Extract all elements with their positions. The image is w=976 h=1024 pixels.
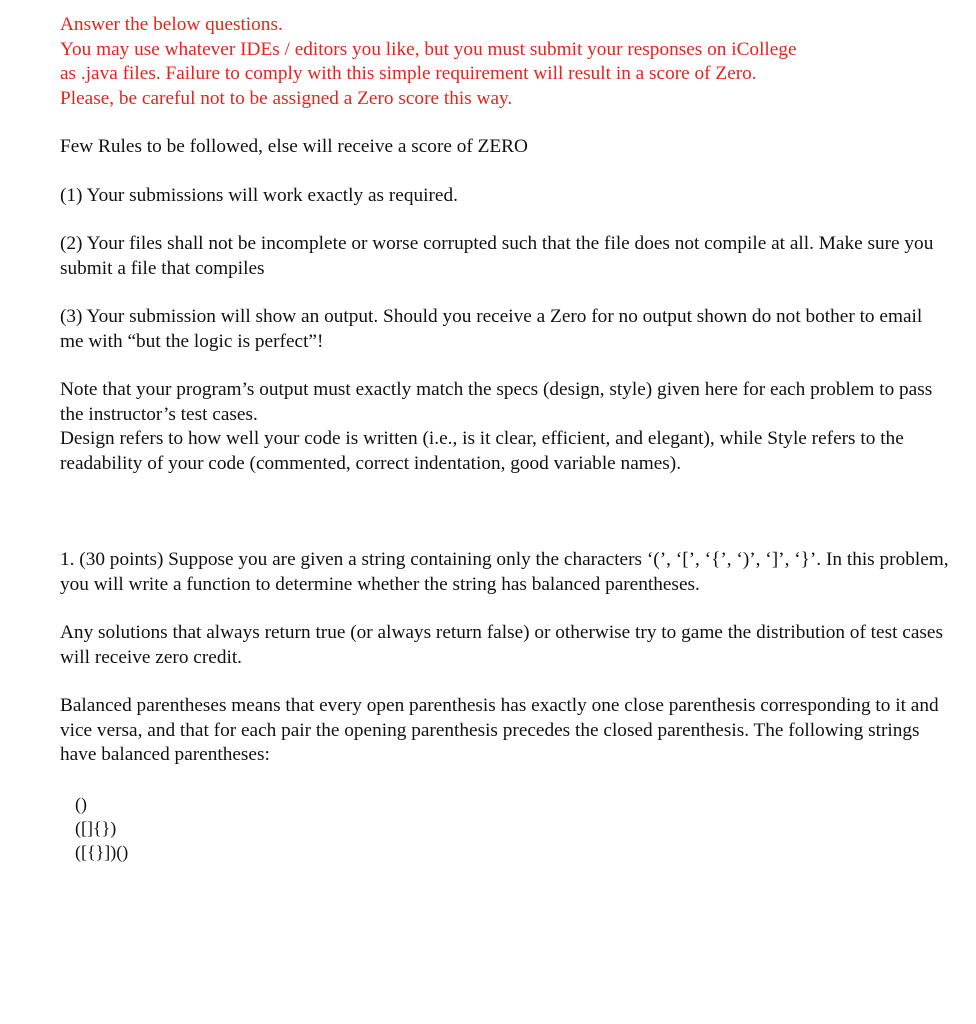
example-string: ([]{}) [75, 817, 117, 838]
rules-heading: Few Rules to be followed, else will receive a score of ZERO [60, 136, 528, 157]
design-style-paragraph: Design refers to how well your code is written (i.e., is it clear, efficient, and elegant), while Style refers to the readability of your code (commented, correct indentation, good variable names). [60, 428, 904, 474]
warning-line: You may use whatever IDEs / editors you like, but you must submit your responses on iCollege [60, 38, 797, 60]
rule-item-2: (2) Your files shall not be incomplete or worse corrupted such that the file does not compile at all. Make sure you submit a file that compiles [60, 233, 934, 279]
document-page [60, 13, 950, 864]
warning-line: Please, be careful not to be assigned a Zero score this way. [60, 87, 513, 109]
submission-warning [60, 13, 950, 111]
problem-1-intro: 1. (30 points) Suppose you are given a string containing only the characters ‘(’, ‘[’, ‘{’, ‘)’, ‘]’, ‘}’. In this problem, you will write a function to determine whether the string has balanced parentheses. [60, 549, 949, 595]
rule-item-1: (1) Your submissions will work exactly as required. [60, 184, 458, 206]
rule-item-3: (3) Your submission will show an output. Should you receive a Zero for no output shown do not bother to email me with “but the logic is perfect”! [60, 306, 923, 352]
warning-line: as .java files. Failure to comply with this simple requirement will result in a score of Zero. [60, 63, 757, 84]
note-paragraph: Note that your program’s output must exactly match the specs (design, style) given here for each problem to pass the instructor’s test cases. [60, 379, 933, 425]
problem-1-credit-note: Any solutions that always return true (or always return false) or otherwise try to game the distribution of test cases will receive zero credit. [60, 622, 943, 668]
example-string: () [75, 793, 87, 814]
balanced-examples [60, 792, 950, 864]
problem-1-definition: Balanced parentheses means that every open parenthesis has exactly one close parenthesis corresponding to it and vice versa, and that for each pair the opening parenthesis precedes the closed parenthesis. The following strings have balanced parentheses: [60, 695, 939, 765]
example-string: ([{}])() [75, 841, 129, 862]
warning-line: Answer the below questions. [60, 14, 283, 35]
